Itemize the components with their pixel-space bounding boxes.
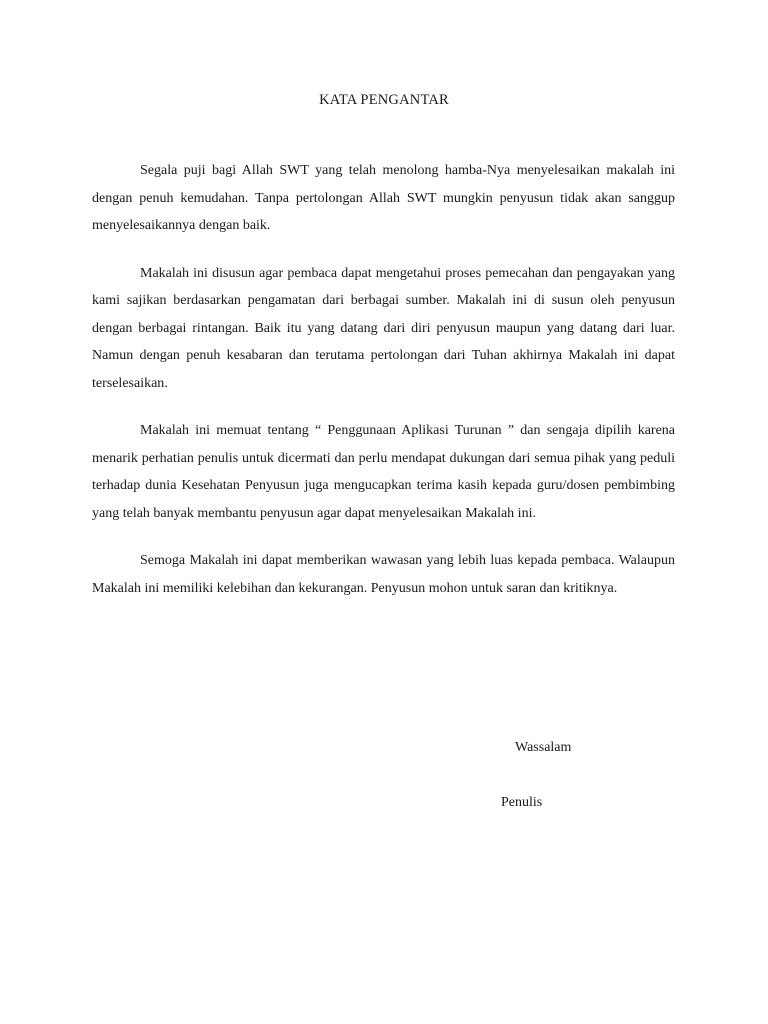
signature-label: Penulis [501,795,543,810]
paragraph-3: Makalah ini memuat tentang “ Penggunaan Aplikasi Turunan ” dan sengaja dipilih karena menarik perhatian penulis untuk dicermati dan perlu mendapat dukungan dari semua pihak yang peduli terhadap dunia Kesehatan Penyusun juga mengucapkan terima kasih kepada guru/dosen pembimbing yang telah banyak membantu penyusun agar dapat menyelesaikan Makalah ini. [92,423,675,521]
page-title: KATA PENGANTAR [319,92,449,108]
closing-salutation: Wassalam [515,740,572,755]
paragraph-4: Semoga Makalah ini dapat memberikan wawasan yang lebih luas kepada pembaca. Walaupun Makalah ini memiliki kelebihan dan kekurangan. Penyusun mohon untuk saran dan kritiknya. [92,553,675,596]
body-text [92,157,675,622]
paragraph-1: Segala puji bagi Allah SWT yang telah menolong hamba-Nya menyelesaikan makalah ini dengan penuh kemudahan. Tanpa pertolongan Allah SWT mungkin penyusun tidak akan sanggup menyelesaikannya dengan baik. [92,163,675,233]
paragraph-2: Makalah ini disusun agar pembaca dapat mengetahui proses pemecahan dan pengayakan yang kami sajikan berdasarkan pengamatan dari berbagai sumber. Makalah ini di susun oleh penyusun dengan berbagai rintangan. Baik itu yang datang dari diri penyusun maupun yang datang dari luar. Namun dengan penuh kesabaran dan terutama pertolongan dari Tuhan akhirnya Makalah ini dapat terselesaikan. [92,265,675,391]
